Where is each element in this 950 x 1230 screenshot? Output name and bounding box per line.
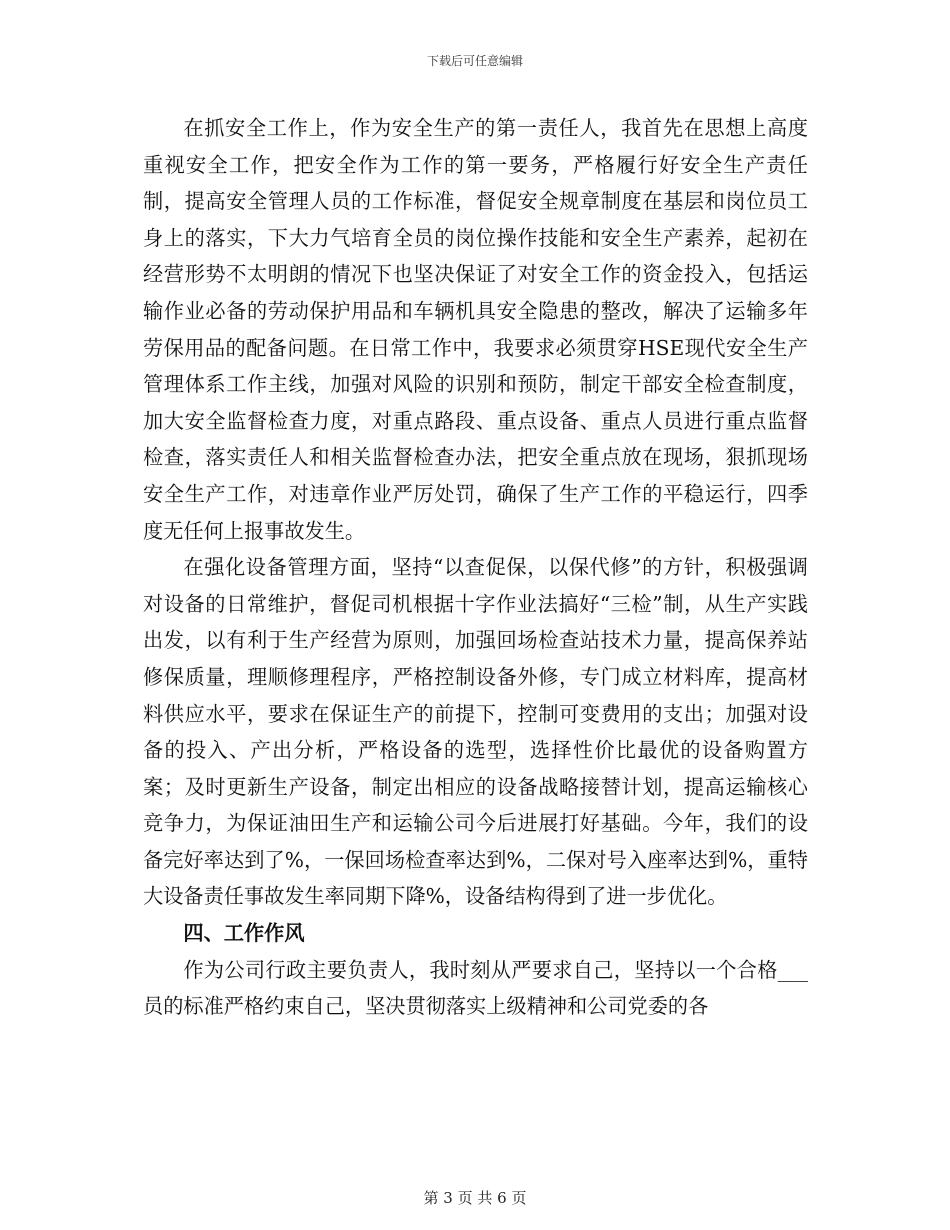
page-header: 下载后可任意编辑 <box>426 54 523 68</box>
paragraph-work-style: 作为公司行政主要负责人，我时刻从严要求自己，坚持以一个合格___员的标准严格约束自己，坚决贯彻落实上级精神和公司党委的各 <box>143 957 808 1019</box>
section-heading: 四、工作作风 <box>183 921 305 946</box>
page-footer: 第 3 页 共 6 页 <box>423 1189 527 1207</box>
paragraph-safety: 在抓安全工作上，作为安全生产的第一责任人，我首先在思想上高度重视安全工作，把安全作为工作的第一要务，严格履行好安全生产责任制，提高安全管理人员的工作标准，督促安全规章制度在基层和岗位员工身上的落实，下大力气培育全员的岗位操作技能和安全生产素养，起初在经营形势不太明朗的情况下也坚决保证了对安全工作的资金投入，包括运输作业必备的劳动保护用品和车辆机具安全隐患的整改，解决了运输多年劳保用品的配备问题。在日常工作中，我要求必须贯穿HSE现代安全生产管理体系工作主线，加强对风险的识别和预防，制定干部安全检查制度，加大安全监督检查力度，对重点路段、重点设备、重点人员进行重点监督检查，落实责任人和相关监督检查办法，把安全重点放在现场，狠抓现场安全生产工作，对违章作业严厉处罚，确保了生产工作的平稳运行，四季度无任何上报事故发生。 <box>143 116 808 543</box>
paragraph-equipment: 在强化设备管理方面，坚持“以查促保，以保代修”的方针，积极强调对设备的日常维护，督促司机根据十字作业法搞好“三检”制，从生产实践出发，以有利于生产经营为原则，加强回场检查站技术力量，提高保养站修保质量，理顺修理程序，严格控制设备外修，专门成立材料库，提高材料供应水平，要求在保证生产的前提下，控制可变费用的支出；加强对设备的投入、产出分析，严格设备的选型，选择性价比最优的设备购置方案；及时更新生产设备，制定出相应的设备战略接替计划，提高运输核心竞争力，为保证油田生产和运输公司今后进展打好基础。今年，我们的设备完好率达到了%，一保回场检查率达到%，二保对号入座率达到%，重特大设备责任事故发生率同期下降%，设备结构得到了进一步优化。 <box>143 555 808 909</box>
document-body <box>143 110 808 1025</box>
